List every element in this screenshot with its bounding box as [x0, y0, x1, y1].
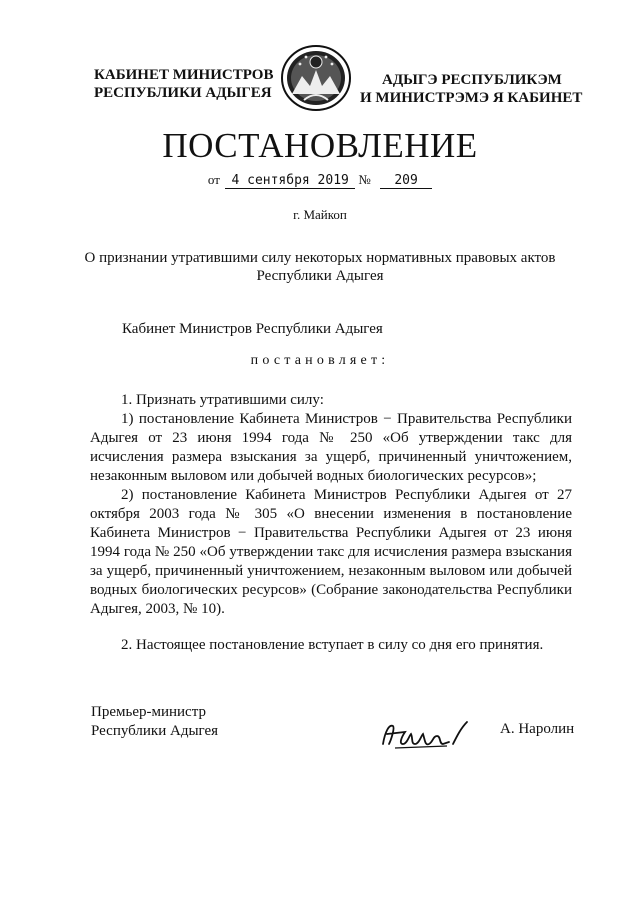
header-right-line1: АДЫГЭ РЕСПУБЛИКЭМ	[382, 72, 562, 88]
item1-subitem2: 2) постановление Кабинета Министров Республики Адыгея от 27 октября 2003 года № 305 «О внесении изменения в постановление Кабинета Министров − Правительства Республики Адыгея от 23 июня 1994 года № 250 «Об утверждении такс для исчисления размера взыскания за ущерб, причиненный уничтожением, незаконным выловом или добычей водных биологических ресурсов» (Собрание законодательства Республики Адыгея, 2003, № 10).	[90, 487, 572, 617]
document-subject	[75, 249, 565, 285]
handwritten-signature	[375, 714, 475, 754]
document-date: 4 сентября 2019	[225, 173, 355, 189]
document-number: 209	[380, 173, 432, 189]
signatory-name: А. Наролин	[500, 721, 575, 737]
issuer-header-adyghe	[360, 71, 590, 107]
date-label: от	[207, 172, 220, 187]
item1-intro: 1. Признать утратившими силу:	[121, 392, 324, 408]
item1-subitem1: 1) постановление Кабинета Министров − Правительства Республики Адыгея от 23 июня 1994 года № 250 «Об утверждении такс для исчисления размера взыскания за ущерб, причиненный уничтожением, незаконным выловом или добычей водных биологических ресурсов»;	[90, 411, 572, 484]
signatory-title	[91, 703, 218, 741]
decree-word: постановляет:	[250, 353, 390, 368]
header-right-line2: И МИНИСТРЭМЭ Я КАБИНЕТ	[360, 90, 583, 106]
header-left-line2: РЕСПУБЛИКИ АДЫГЕЯ	[94, 85, 272, 101]
number-label: №	[358, 172, 371, 187]
signatory-title-line2: Республики Адыгея	[91, 723, 219, 739]
date-number-line	[0, 172, 640, 189]
city-label: г. Майкоп	[293, 207, 347, 222]
item2: 2. Настоящее постановление вступает в силу со дня его принятия.	[121, 637, 544, 653]
header-left-line1: КАБИНЕТ МИНИСТРОВ	[94, 67, 274, 83]
document-type-title: ПОСТАНОВЛЕНИЕ	[162, 126, 478, 165]
coat-of-arms-icon	[276, 42, 356, 112]
subject-line2: Республики Адыгея	[256, 268, 384, 284]
subject-line1: О признании утратившими силу некоторых нормативных правовых актов	[84, 250, 556, 266]
issuer-header-russian	[94, 66, 274, 102]
decree-items	[90, 391, 572, 655]
signatory-title-line1: Премьер-министр	[91, 704, 206, 720]
issuer-statement: Кабинет Министров Республики Адыгея	[122, 321, 383, 337]
